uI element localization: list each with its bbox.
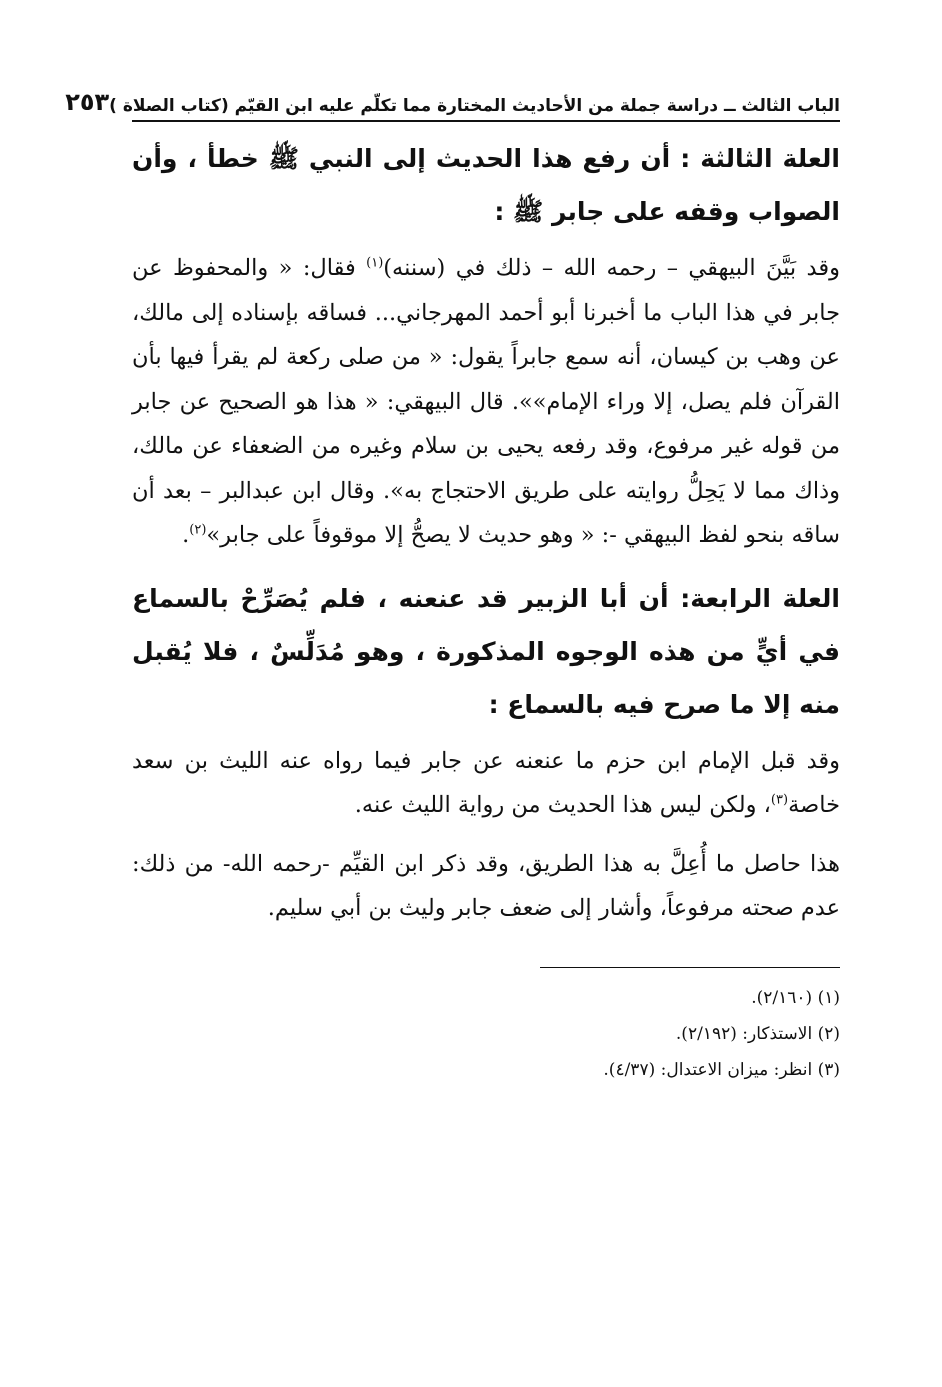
- section-heading: العلة الثالثة : أن رفع هذا الحديث إلى النبي ﷺ خطأ ، وأن الصواب وقفه على جابر ﷺ :: [132, 144, 840, 226]
- paragraph: [132, 739, 840, 828]
- text-run: ، ولكن ليس هذا الحديث من رواية الليث عنه.: [354, 792, 771, 818]
- footnote: (٢) الاستذكار: (٢/١٩٢).: [675, 1023, 840, 1044]
- page-number: ٢٥٣: [65, 88, 110, 116]
- text-run: وقد بَيَّنَ البيهقي – رحمه الله – ذلك في (سننه): [383, 255, 840, 281]
- footnote-reference: (١): [366, 255, 384, 271]
- section-heading: العلة الرابعة: أن أبا الزبير قد عنعنه ، فلم يُصَرِّحْ بالسماع في أيٍّ من هذه الوجوه المذكورة ، وهو مُدَلِّسٌ ، فلا يُقبل منه إلا ما صرح فيه بالسماع :: [132, 583, 840, 719]
- paragraph: [132, 842, 840, 931]
- footnote: (١) (٢/١٦٠).: [751, 987, 840, 1008]
- paragraph: [132, 246, 840, 558]
- page: [65, 88, 840, 1088]
- footnote-divider: [540, 967, 840, 968]
- footnote-reference: (٣): [770, 792, 789, 808]
- footnote: (٣) انظر: ميزان الاعتدال: (٤/٣٧).: [603, 1059, 840, 1080]
- text-run: هذا حاصل ما أُعِلَّ به هذا الطريق، وقد ذكر ابن القيِّم -رحمه الله- من ذلك: عدم صحته مرفوعاً، وأشار إلى ضعف جابر وليث بن أبي سليم.: [132, 850, 840, 921]
- footnote-reference: (٢): [189, 522, 207, 538]
- text-run: وقد قبل الإمام ابن حزم ما عنعنه عن جابر فيما رواه عنه الليث بن سعد خاصة: [132, 747, 840, 818]
- footnotes: [132, 980, 840, 1088]
- text-run: .: [182, 522, 190, 548]
- chapter-title: الباب الثالث ــ دراسة جملة من الأحاديث المختارة مما تكلّم عليه ابن القيّم (كتاب الصلاة ): [109, 96, 840, 116]
- running-header: [65, 88, 840, 122]
- main-text: [132, 132, 840, 931]
- text-run: فقال: « والمحفوظ عن جابر في هذا الباب ما أخبرنا أبو أحمد المهرجاني... فساقه بإسناده إلى مالك، عن وهب بن كيسان، أنه سمع جابراً يقول: « من صلى ركعة لم يقرأ فيها بأن القرآن فلم يصل، إلا وراء الإمام»». قال البيهقي: « هذا هو الصحيح عن جابر من قوله غير مرفوع، وقد رفعه يحيى بن سلام وغيره من الضعفاء عن مالك، وذاك مما لا يَحِلُّ روايته على طريق الاحتجاج به». وقال ابن عبدالبر – بعد أن ساقه بنحو لفظ البيهقي -: « وهو حديث لا يصحُّ إلا موقوفاً على جابر»: [132, 255, 840, 548]
